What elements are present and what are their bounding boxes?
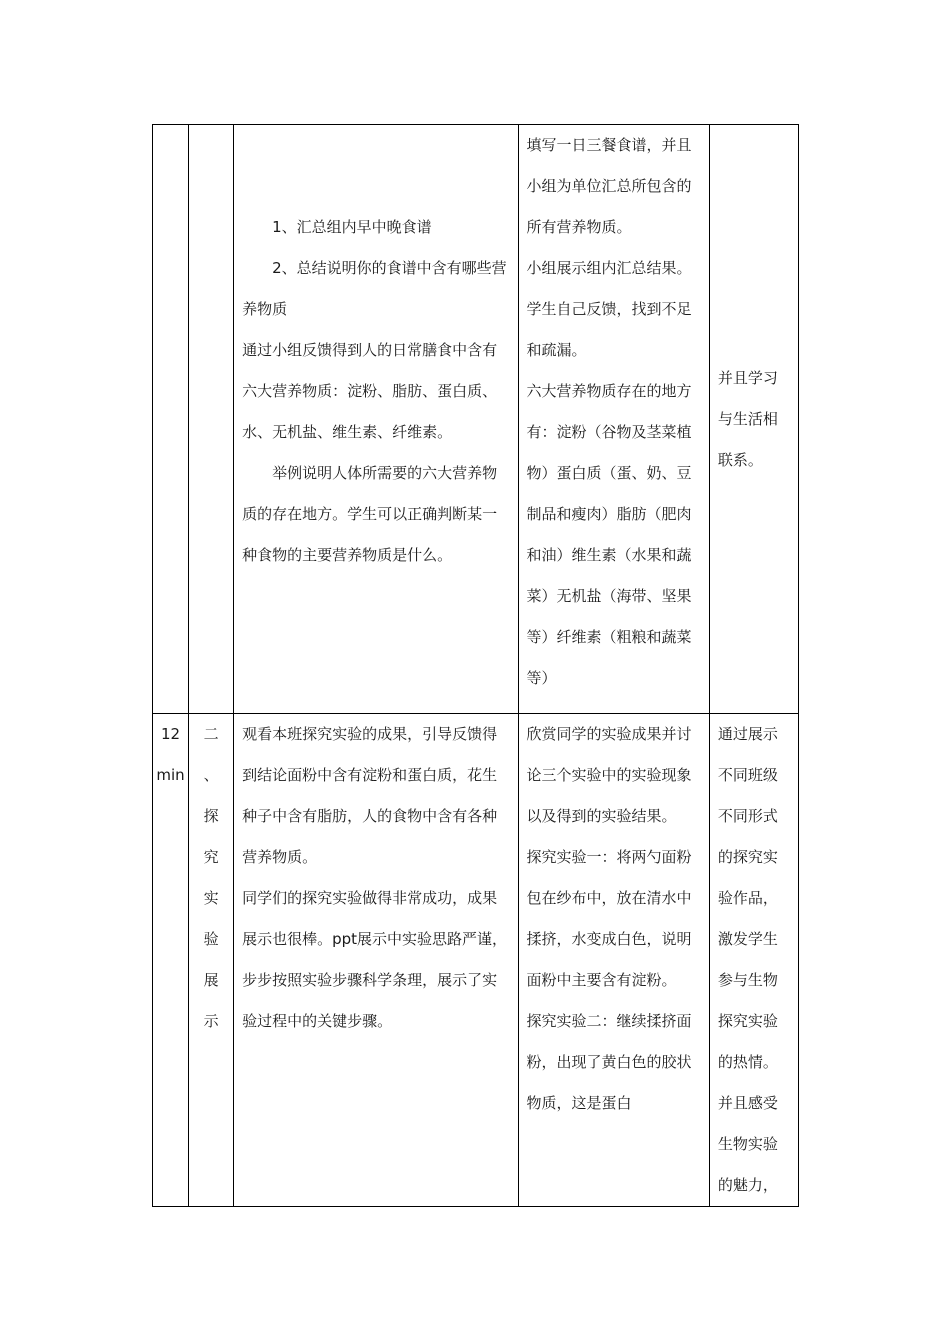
student-paragraph: 六大营养物质存在的地方有：淀粉（谷物及茎菜植物）蛋白质（蛋、奶、豆制品和瘦肉）脂肪（肥肉和油）维生素（水果和蔬菜）无机盐（海带、坚果等）纤维素（粗粮和蔬菜等） — [526, 382, 692, 687]
design-intent-text: 并且学习与生活相联系。 — [717, 369, 778, 469]
stage-char: 探 — [203, 807, 219, 825]
student-paragraph: 填写一日三餐食谱，并且小组为单位汇总所包含的所有营养物质。 — [526, 136, 692, 236]
design-intent-text: 通过展示不同班级不同形式的探究实验作品，激发学生参与生物探究实验的热情。并且感受生物实验的魅力， — [717, 725, 778, 1194]
table-row — [153, 714, 799, 1207]
teacher-step-1: 1、汇总组内早中晚食谱 — [272, 218, 432, 236]
stage-cell — [189, 125, 234, 714]
teacher-paragraph: 通过小组反馈得到人的日常膳食中含有六大营养物质：淀粉、脂肪、蛋白质、水、无机盐、维生素、纤维素。 — [242, 341, 498, 441]
student-activity-cell — [518, 125, 709, 714]
stage-label — [189, 714, 233, 1042]
teacher-paragraph: 举例说明人体所需要的六大营养物质的存在地方。学生可以正确判断某一种食物的主要营养物质是什么。 — [242, 464, 498, 564]
stage-char: 实 — [203, 889, 219, 907]
time-cell — [153, 125, 189, 714]
student-paragraph: 探究实验二：继续揉挤面粉，出现了黄白色的胶状物质，这是蛋白 — [526, 1012, 692, 1112]
teacher-activity-cell — [234, 714, 518, 1207]
student-paragraph: 学生自己反馈，找到不足和疏漏。 — [526, 300, 692, 359]
time-label: 12min — [156, 725, 185, 784]
stage-char: 验 — [203, 930, 219, 948]
stage-cell — [189, 714, 234, 1207]
student-paragraph: 探究实验一：将两勺面粉包在纱布中，放在清水中揉挤，水变成白色，说明面粉中主要含有淀粉。 — [526, 848, 692, 989]
lesson-plan-table — [152, 124, 799, 1207]
teacher-paragraph: 观看本班探究实验的成果，引导反馈得到结论面粉中含有淀粉和蛋白质，花生种子中含有脂肪，人的食物中含有各种营养物质。 — [242, 725, 498, 866]
stage-char: 二 — [203, 725, 219, 743]
time-cell — [153, 714, 189, 1207]
table-row — [153, 125, 799, 714]
teacher-activity-cell — [234, 125, 518, 714]
student-paragraph: 小组展示组内汇总结果。 — [526, 259, 692, 277]
stage-char: 究 — [203, 848, 219, 866]
teacher-step-2: 2、总结说明你的食谱中含有哪些营养物质 — [242, 259, 507, 318]
student-paragraph: 欣赏同学的实验成果并讨论三个实验中的实验现象以及得到的实验结果。 — [526, 725, 692, 825]
design-intent-cell — [709, 125, 798, 714]
design-intent-cell — [709, 714, 798, 1207]
teacher-paragraph: 同学们的探究实验做得非常成功，成果展示也很棒。ppt展示中实验思路严谨，步步按照实验步骤科学条理，展示了实验过程中的关键步骤。 — [242, 889, 508, 1030]
student-activity-cell — [518, 714, 709, 1207]
stage-char: 、 — [203, 766, 219, 784]
stage-char: 示 — [203, 1012, 219, 1030]
stage-char: 展 — [203, 971, 219, 989]
